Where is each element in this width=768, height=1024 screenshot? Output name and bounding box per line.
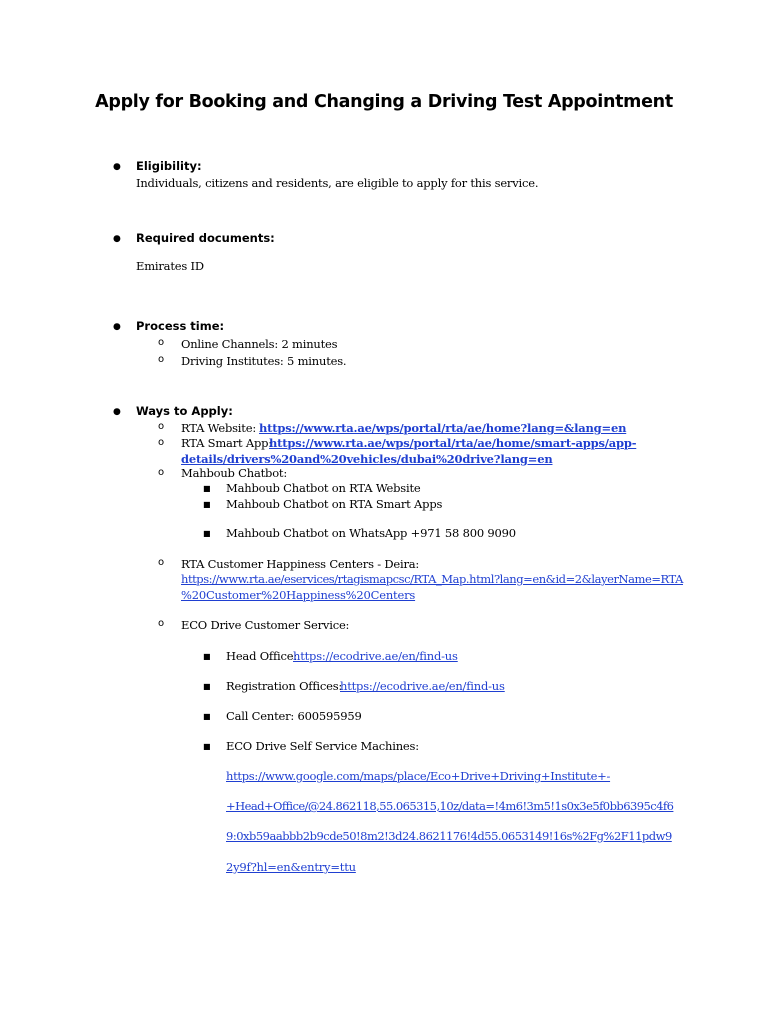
ways-to-apply-heading: Ways to Apply: (136, 404, 233, 418)
centers-label: RTA Customer Happiness Centers - Deira: (181, 557, 420, 571)
eco-label: ECO Drive Customer Service: (181, 618, 350, 632)
bullet-icon: ● (113, 162, 121, 172)
circle-bullet-icon: o (158, 467, 165, 478)
circle-bullet-icon: o (158, 354, 165, 365)
eco-reg-label: Registration Offices: (226, 679, 343, 693)
square-bullet-icon: ■ (203, 652, 211, 661)
chatbot-item: Mahboub Chatbot on RTA Smart Apps (226, 497, 443, 511)
eligibility-heading: Eligibility: (136, 159, 202, 173)
chatbot-item: Mahboub Chatbot on RTA Website (226, 481, 421, 495)
rta-app-link-continued[interactable]: details/drivers%20and%20vehicles/dubai%20drive?lang=en (181, 452, 553, 466)
bullet-icon: ● (113, 234, 121, 244)
page-title: Apply for Booking and Changing a Driving Test Appointment (95, 92, 673, 112)
eco-map-link[interactable]: https://www.google.com/maps/place/Eco+Drive+Driving+Institute+- (226, 769, 611, 783)
bullet-icon: ● (113, 407, 121, 417)
square-bullet-icon: ■ (203, 682, 211, 691)
rta-website-link[interactable]: https://www.rta.ae/wps/portal/rta/ae/home?lang=&lang=en (259, 421, 627, 435)
centers-link[interactable]: https://www.rta.ae/eservices/rtagismapcsc/RTA_Map.html?lang=en&id=2&layerName=RTA (181, 572, 683, 586)
circle-bullet-icon: o (158, 421, 165, 432)
rta-website-label: RTA Website: (181, 421, 256, 435)
eco-map-link-continued[interactable]: +Head+Office/@24.862118,55.065315,10z/data=!4m6!3m5!1s0x3e5f0bb6395c4f6 (226, 799, 674, 813)
process-time-item: Online Channels: 2 minutes (181, 337, 338, 351)
chatbot-item: Mahboub Chatbot on WhatsApp +971 58 800 9090 (226, 526, 516, 540)
eco-reg-link[interactable]: https://ecodrive.ae/en/find-us (340, 679, 505, 693)
eco-call-center: Call Center: 600595959 (226, 709, 362, 723)
square-bullet-icon: ■ (203, 742, 211, 751)
rta-app-label: RTA Smart App: (181, 436, 272, 450)
required-documents-text: Emirates ID (136, 259, 204, 273)
process-time-item: Driving Institutes: 5 minutes. (181, 354, 347, 368)
centers-link-continued[interactable]: %20Customer%20Happiness%20Centers (181, 588, 416, 602)
process-time-heading: Process time: (136, 319, 225, 333)
rta-app-link[interactable]: https://www.rta.ae/wps/portal/rta/ae/home/smart-apps/app- (269, 436, 637, 450)
eco-map-link-continued[interactable]: 2y9f?hl=en&entry=ttu (226, 860, 356, 874)
circle-bullet-icon: o (158, 437, 165, 448)
circle-bullet-icon: o (158, 618, 165, 629)
eco-map-link-continued[interactable]: 9:0xb59aabbb2b9cde50!8m2!3d24.8621176!4d55.0653149!16s%2Fg%2F11pdw9 (226, 829, 672, 843)
circle-bullet-icon: o (158, 557, 165, 568)
required-documents-heading: Required documents: (136, 231, 275, 245)
circle-bullet-icon: o (158, 337, 165, 348)
square-bullet-icon: ■ (203, 484, 211, 493)
chatbot-label: Mahboub Chatbot: (181, 466, 288, 480)
eco-head-link[interactable]: https://ecodrive.ae/en/find-us (293, 649, 458, 663)
bullet-icon: ● (113, 322, 121, 332)
square-bullet-icon: ■ (203, 529, 211, 538)
square-bullet-icon: ■ (203, 500, 211, 509)
eco-head-label: Head Office: (226, 649, 298, 663)
eco-machines-label: ECO Drive Self Service Machines: (226, 739, 419, 753)
eligibility-text: Individuals, citizens and residents, are eligible to apply for this service. (136, 176, 539, 190)
square-bullet-icon: ■ (203, 712, 211, 721)
